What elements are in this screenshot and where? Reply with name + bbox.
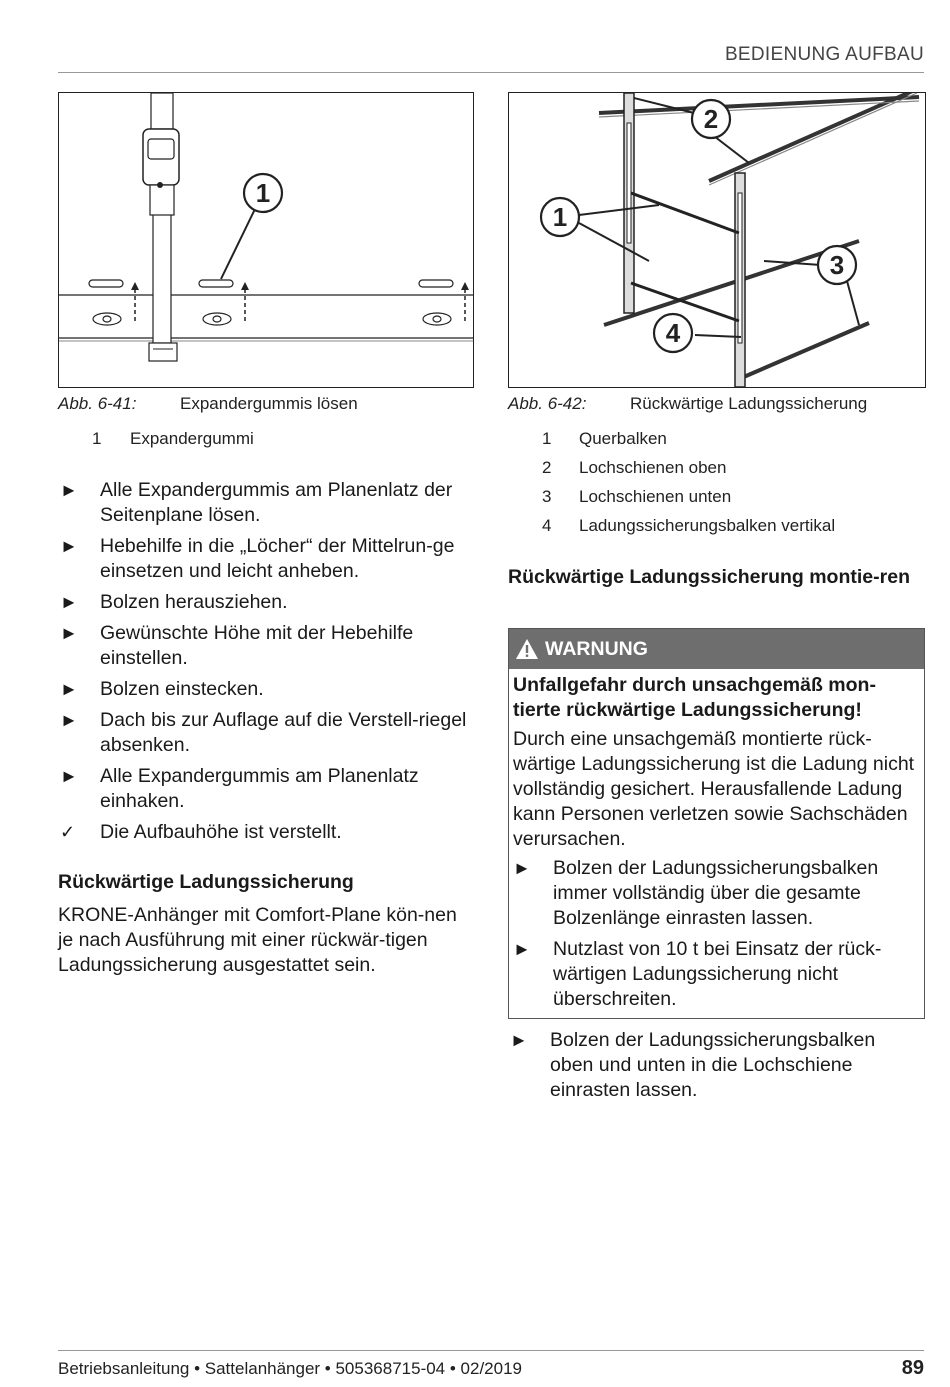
final-step: ► Bolzen der Ladungssicherungsbalken oben und unten in die Lochschiene einrasten lassen. [510, 1029, 876, 1101]
legend-item: 2 Lochschienen oben [542, 458, 727, 477]
expander-illustration [59, 93, 473, 387]
step-item: ► Bolzen einstecken. [60, 678, 264, 700]
warning-triangle-icon [515, 638, 539, 660]
warning-text: Durch eine unsachgemäß montierte rück-wärtige Ladungssicherung ist die Ladung nicht vollständig gesichert. Herausfallende Ladung kann Personen verletzen sowie Sachschäden verursachen. [513, 728, 915, 850]
left-section [58, 870, 472, 978]
page-header [58, 40, 924, 73]
callout-1: 1 [255, 178, 271, 208]
document-info: Betriebsanleitung • Sattelanhänger • 505368715-04 • 02/2019 [58, 1359, 522, 1378]
step-item: ► Hebehilfe in die „Löcher“ der Mittelrun-ge einsetzen und leicht anheben. [60, 535, 455, 582]
callout-4: 4 [665, 318, 681, 348]
page-footer [58, 1350, 924, 1387]
legend-6-42 [542, 429, 922, 545]
caption-6-41 [58, 394, 478, 414]
caption-number: Abb. 6-41: [58, 394, 137, 413]
legend-item: 1 Expandergummi [92, 429, 254, 448]
warning-step: ► Nutzlast von 10 t bei Einsatz der rück-wärtigen Ladungssicherung nicht überschreiten. [513, 938, 882, 1010]
load-securing-illustration [509, 93, 925, 387]
result-item: ✓ Die Aufbauhöhe ist verstellt. [60, 821, 342, 843]
callout-3: 3 [829, 250, 845, 280]
section-paragraph: KRONE-Anhänger mit Comfort-Plane kön-nen je nach Ausführung mit einer rückwär-tigen Ladungssicherung ausgestattet sein. [58, 904, 457, 976]
caption-6-42 [508, 394, 928, 414]
figure-6-42 [508, 92, 926, 388]
legend-item: 4 Ladungssicherungsbalken vertikal [542, 516, 836, 535]
section-heading: Rückwärtige Ladungssicherung [58, 871, 354, 893]
legend-6-41 [92, 429, 472, 458]
legend-item: 1 Querbalken [542, 429, 667, 448]
step-item: ► Gewünschte Höhe mit der Hebehilfe einstellen. [60, 622, 414, 669]
figure-6-41 [58, 92, 474, 388]
left-steps [60, 478, 472, 851]
callout-2: 2 [703, 104, 719, 134]
legend-item: 3 Lochschienen unten [542, 487, 732, 506]
warning-step: ► Bolzen der Ladungssicherungsbalken immer vollständig über die gesamte Bolzenlänge einrasten lassen. [513, 857, 879, 929]
warning-header [509, 629, 924, 669]
step-item: ► Alle Expandergummis am Planenlatz der Seitenplane lösen. [60, 479, 453, 526]
step-item: ► Bolzen herausziehen. [60, 591, 288, 613]
warning-box [508, 628, 925, 1019]
warning-label: WARNUNG [545, 637, 648, 660]
expander-rubber-1 [89, 280, 453, 287]
warning-title: Unfallgefahr durch unsachgemäß mon-tierte rückwärtige Ladungssicherung! [513, 674, 876, 721]
right-section-heading-wrap [508, 565, 924, 590]
step-item: ► Dach bis zur Auflage auf die Verstell-riegel absenken. [60, 709, 467, 756]
callout-1: 1 [552, 202, 568, 232]
caption-text: Expandergummis lösen [180, 394, 358, 413]
caption-number: Abb. 6-42: [508, 394, 587, 413]
caption-text: Rückwärtige Ladungssicherung [630, 394, 868, 413]
step-item: ► Alle Expandergummis am Planenlatz einhaken. [60, 765, 419, 812]
warning-body [509, 669, 924, 1018]
page-number: 89 [901, 1357, 924, 1379]
section-heading: Rückwärtige Ladungssicherung montie-ren [508, 566, 910, 588]
section-title: BEDIENUNG AUFBAU [724, 44, 924, 65]
